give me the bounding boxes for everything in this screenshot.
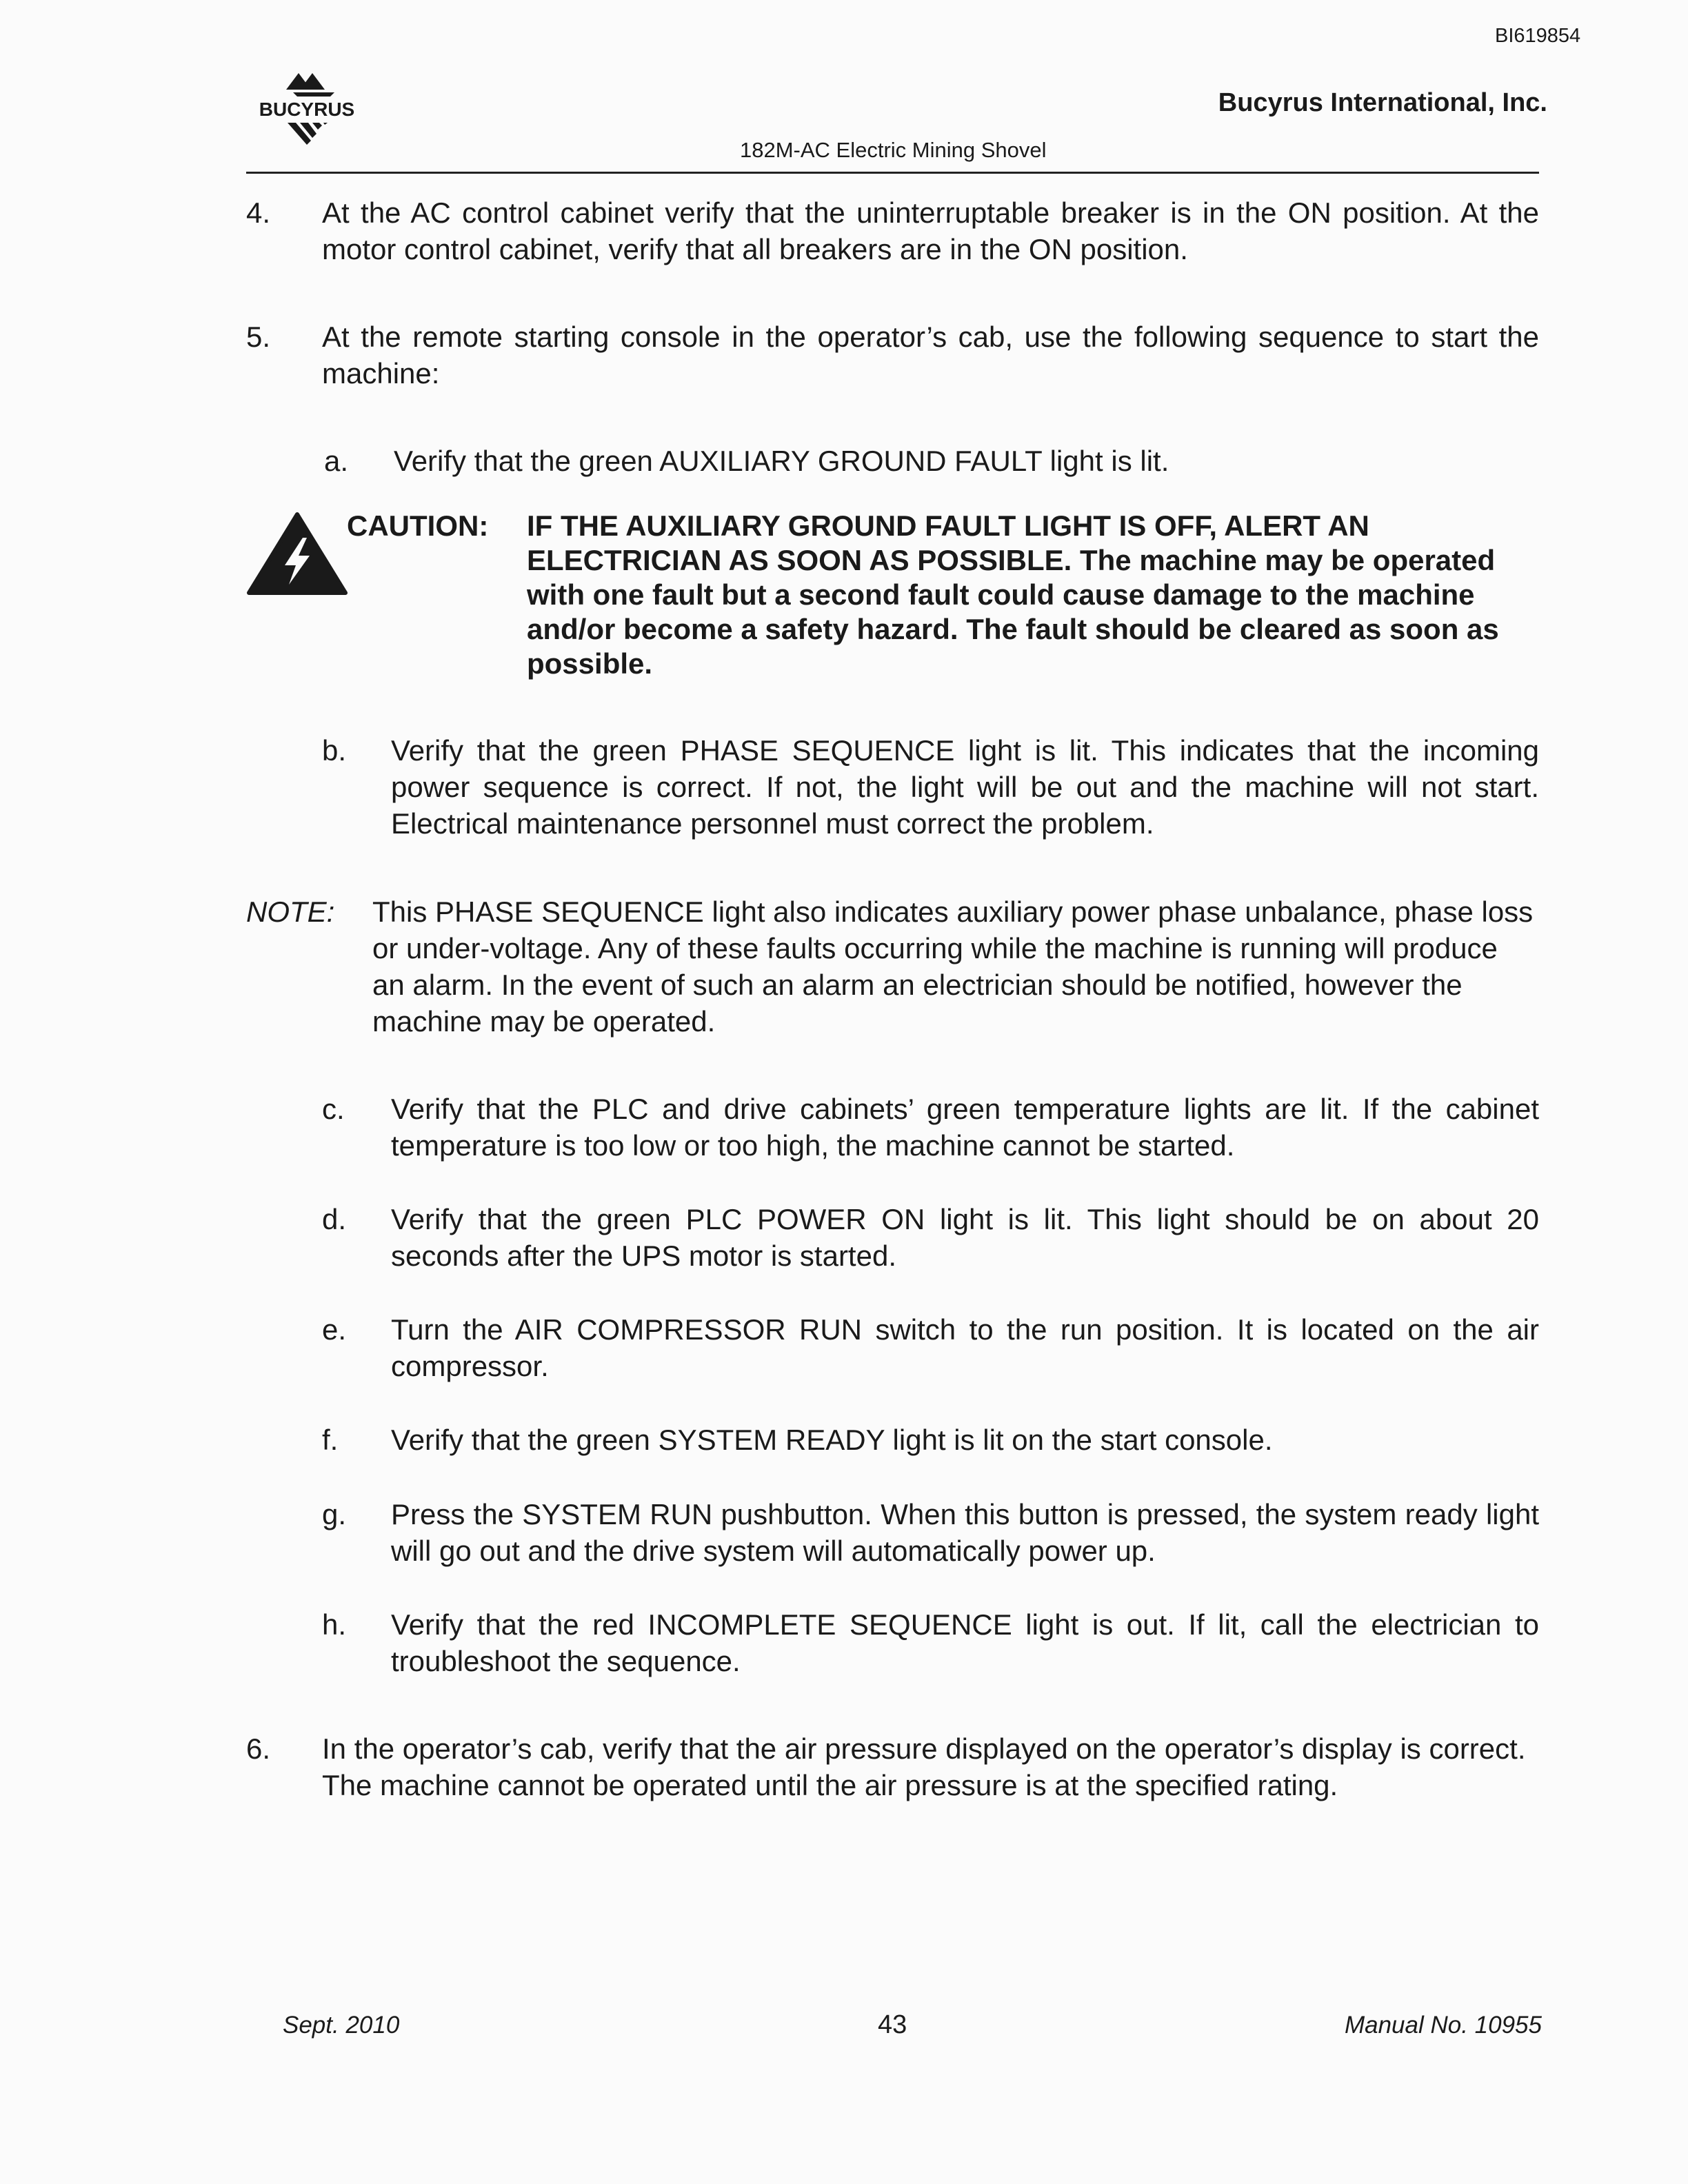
- electrical-hazard-icon: [246, 512, 348, 596]
- substep-letter: b.: [322, 734, 347, 767]
- substep-letter: h.: [322, 1608, 347, 1641]
- substep-letter: f.: [322, 1424, 339, 1456]
- substep-e-text: Turn the AIR COMPRESSOR RUN switch to the run position. It is located on the air compressor.: [391, 1313, 1539, 1382]
- caution-label: CAUTION:: [347, 509, 489, 542]
- step-4-text: At the AC control cabinet verify that the uninterruptable breaker is in the ON position. At the motor control cabinet, verify that all breakers are in the ON position.: [322, 196, 1539, 265]
- substep-letter: c.: [322, 1093, 345, 1125]
- bucyrus-logo: [245, 69, 369, 148]
- substep-c-text: Verify that the PLC and drive cabinets’ green temperature lights are lit. If the cabinet temperature is too low or too high, the machine cannot be started.: [391, 1093, 1539, 1162]
- page-number: 43: [878, 2010, 907, 2039]
- substep-d-text: Verify that the green PLC POWER ON light is lit. This light should be on about 20 seconds after the UPS motor is started.: [391, 1203, 1539, 1272]
- substep-letter: a.: [324, 445, 349, 477]
- note-label: NOTE:: [246, 896, 335, 928]
- substep-letter: e.: [322, 1313, 347, 1346]
- step-5-text: At the remote starting console in the operator’s cab, use the following sequence to start the machine:: [322, 321, 1539, 390]
- substep-g-text: Press the SYSTEM RUN pushbutton. When this button is pressed, the system ready light will go out and the drive system will automatically power up.: [391, 1498, 1539, 1567]
- document-id: BI619854: [1495, 25, 1581, 47]
- step-number: 5.: [246, 321, 271, 353]
- substep-a-text: Verify that the green AUXILIARY GROUND FAULT light is lit.: [394, 445, 1169, 477]
- substep-b-text: Verify that the green PHASE SEQUENCE light is lit. This indicates that the incoming power sequence is correct. If not, the light will be out and the machine will not start. Electrical maintenance personnel must correct the problem.: [391, 734, 1539, 840]
- logo-text: BUCYRUS: [259, 99, 355, 120]
- footer-date: Sept. 2010: [283, 2012, 400, 2039]
- header-divider: [246, 172, 1539, 174]
- substep-letter: d.: [322, 1203, 347, 1235]
- substep-letter: g.: [322, 1498, 347, 1530]
- step-6-text: In the operator’s cab, verify that the air pressure displayed on the operator’s display is correct. The machine cannot be operated until the air pressure is at the specified rating.: [322, 1732, 1526, 1801]
- caution-text: IF THE AUXILIARY GROUND FAULT LIGHT IS OFF, ALERT AN ELECTRICIAN AS SOON AS POSSIBLE. The machine may be operated with one fault but a second fault could cause damage to the machine and/or become a safety hazard. The fault should be cleared as soon as possible.: [527, 509, 1499, 680]
- substep-f-text: Verify that the green SYSTEM READY light is lit on the start console.: [391, 1424, 1273, 1456]
- substep-h-text: Verify that the red INCOMPLETE SEQUENCE light is out. If lit, call the electrician to troubleshoot the sequence.: [391, 1608, 1539, 1677]
- manual-number: Manual No. 10955: [1344, 2012, 1542, 2039]
- note-text: This PHASE SEQUENCE light also indicates auxiliary power phase unbalance, phase loss or under-voltage. Any of these faults occurring while the machine is running will produce an alarm. In the event of such an alarm an electrician should be notified, however the machine may be operated.: [372, 896, 1534, 1038]
- company-name: Bucyrus International, Inc.: [1218, 88, 1547, 117]
- document-subtitle: 182M-AC Electric Mining Shovel: [740, 138, 1047, 162]
- step-number: 4.: [246, 196, 271, 229]
- step-number: 6.: [246, 1732, 271, 1765]
